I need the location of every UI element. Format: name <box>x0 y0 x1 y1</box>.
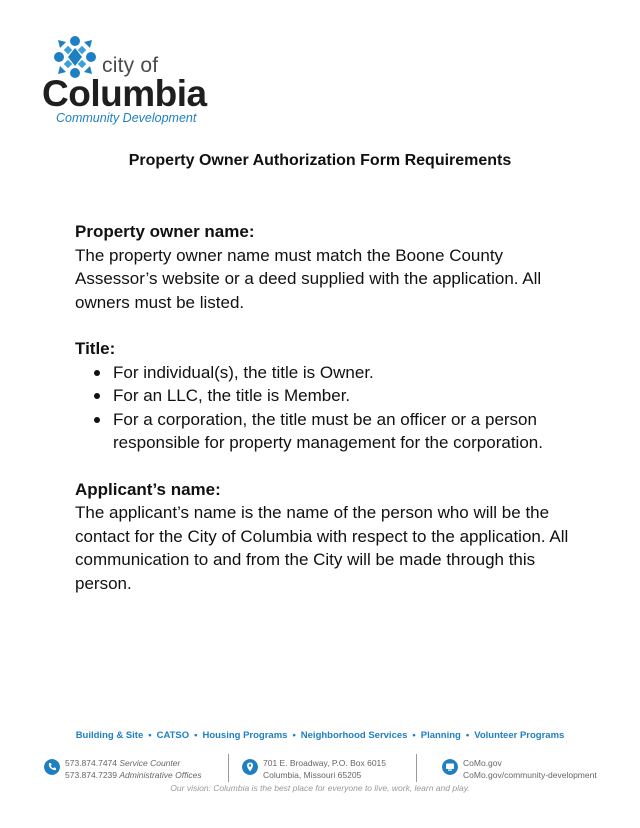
bullet-icon <box>94 370 100 376</box>
separator: • <box>412 730 416 741</box>
phone-number-1[interactable]: 573.874.7474 <box>65 758 117 768</box>
list-item <box>75 384 575 408</box>
footer-divider <box>228 754 229 782</box>
phone-icon <box>44 759 60 775</box>
logo-subtitle: Community Development <box>56 111 197 125</box>
list-item-text: For a corporation, the title must be an officer or a person responsible for property management for the corporation. <box>113 409 543 452</box>
applicant-body: The applicant’s name is the name of the person who will be the contact for the City of Columbia with respect to the application. All communication to and from the City will be made through this person. <box>75 503 569 593</box>
list-item <box>75 408 575 455</box>
title-section <box>75 337 575 455</box>
web-link-1[interactable]: CoMo.gov <box>463 758 502 768</box>
list-item <box>75 361 575 385</box>
title-heading: Title: <box>75 339 116 358</box>
footer-contact <box>44 754 624 784</box>
logo-columbia: Columbia <box>42 73 207 114</box>
address-line-1: 701 E. Broadway, P.O. Box 6015 <box>263 758 387 768</box>
logo-city-of: city of <box>102 54 159 77</box>
footer-link-volunteer[interactable]: Volunteer Programs <box>474 730 565 741</box>
separator: • <box>148 730 152 741</box>
computer-icon <box>442 759 458 775</box>
web-link-2[interactable]: CoMo.gov/community-development <box>463 770 597 780</box>
address-line-2: Columbia, Missouri 65205 <box>263 770 362 780</box>
footer-address-text <box>263 757 386 781</box>
document-body <box>75 220 575 618</box>
footer-divider <box>416 754 417 782</box>
footer-nav <box>0 730 640 741</box>
page-title: Property Owner Authorization Form Requirements <box>128 152 512 169</box>
list-item-text: For an LLC, the title is Member. <box>113 386 351 405</box>
footer-link-catso[interactable]: CATSO <box>156 730 190 741</box>
location-pin-icon <box>242 759 258 775</box>
owner-body: The property owner name must match the Boone County Assessor’s website or a deed supplied with the application. All owners must be listed. <box>75 245 542 312</box>
separator: • <box>194 730 198 741</box>
footer-link-building-site[interactable]: Building & Site <box>75 730 144 741</box>
footer-link-neighborhood[interactable]: Neighborhood Services <box>300 730 408 741</box>
bullet-icon <box>94 393 100 399</box>
footer-phone-text <box>65 757 202 781</box>
vision-statement: Our vision: Columbia is the best place for everyone to live, work, learn and play. <box>170 783 470 793</box>
separator: • <box>292 730 296 741</box>
applicant-section <box>75 478 575 596</box>
separator: • <box>465 730 470 741</box>
footer-web-text <box>463 757 597 781</box>
owner-section <box>75 220 575 314</box>
city-logo <box>42 34 212 126</box>
phone-label-2: Administrative Offices <box>119 770 202 780</box>
phone-number-2[interactable]: 573.874.7239 <box>65 770 117 780</box>
list-item-text: For individual(s), the title is Owner. <box>113 362 374 382</box>
title-bullet-list <box>75 361 575 455</box>
footer-link-planning[interactable]: Planning <box>420 730 461 741</box>
phone-label-1: Service Counter <box>119 758 181 768</box>
owner-heading: Property owner name: <box>75 222 255 241</box>
bullet-icon <box>94 417 100 423</box>
footer-link-housing[interactable]: Housing Programs <box>202 730 288 741</box>
applicant-heading: Applicant’s name: <box>75 479 221 499</box>
